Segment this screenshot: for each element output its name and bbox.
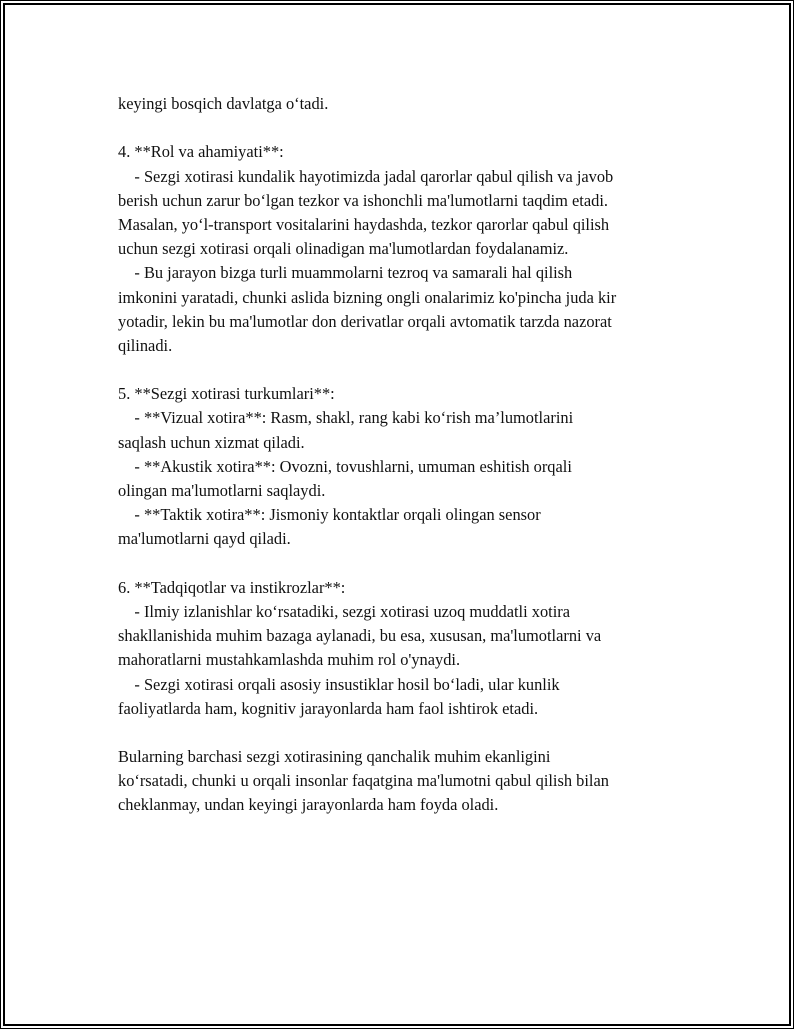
paragraph-spacer [118,552,698,576]
text-line: ma'lumotlarni qayd qiladi. [118,529,291,549]
text-line: 5. **Sezgi xotirasi turkumlari**: [118,384,335,404]
text-line: keyingi bosqich davlatga o‘tadi. [118,94,329,113]
paragraph-spacer [118,721,698,745]
text-line: ko‘rsatadi, chunki u orqali insonlar faqatgina ma'lumotni qabul qilish bilan [118,771,609,791]
text-line: - **Taktik xotira**: Jismoniy kontaktlar orqali olingan sensor [118,505,541,525]
text-line: uchun sezgi xotirasi orqali olinadigan ma'lumotlardan foydalanamiz. [118,239,569,259]
text-line: - **Akustik xotira**: Ovozni, tovushlarni, umuman eshitish orqali [118,456,572,476]
paragraph-spacer [118,358,698,382]
paragraph-spacer [118,116,698,140]
text-line: - **Vizual xotira**: Rasm, shakl, rang kabi ko‘rish ma’lumotlarini [118,408,574,428]
text-line: imkonini yaratadi, chunki aslida bizning ongli onalarimiz ko'pincha juda kir [118,287,617,307]
text-line: qilinadi. [118,335,173,355]
text-line: - Ilmiy izlanishlar ko‘rsatadiki, sezgi xotirasi uzoq muddatli xotira [118,601,570,621]
text-line: Bularning barchasi sezgi xotirasining qanchalik muhim ekanligini [118,747,551,767]
text-line: - Sezgi xotirasi orqali asosiy insustiklar hosil bo‘ladi, ular kunlik [118,674,560,694]
text-line: 4. **Rol va ahamiyati**: [118,142,284,162]
text-line: shakllanishida muhim bazaga aylanadi, bu esa, xususan, ma'lumotlarni va [118,626,602,646]
text-line: saqlash uchun xizmat qiladi. [118,432,305,452]
text-line: faoliyatlarda ham, kognitiv jarayonlarda ham faol ishtirok etadi. [118,698,539,718]
text-line: - Bu jarayon bizga turli muammolarni tezroq va samarali hal qilish [118,263,573,283]
text-line: yotadir, lekin bu ma'lumotlar don derivatlar orqali avtomatik tarzda nazorat [118,311,612,331]
document-body [118,92,698,818]
text-line: - Sezgi xotirasi kundalik hayotimizda jadal qarorlar qabul qilish va javob [118,166,614,186]
text-line: Masalan, yo‘l-transport vositalarini haydashda, tezkor qarorlar qabul qilish [118,214,610,234]
text-line: cheklanmay, undan keyingi jarayonlarda ham foyda oladi. [118,795,499,815]
text-line: mahoratlarni mustahkamlashda muhim rol o'ynaydi. [118,650,461,670]
text-line: 6. **Tadqiqotlar va instikrozlar**: [118,577,346,597]
text-line: olingan ma'lumotlarni saqlaydi. [118,481,326,500]
text-line: berish uchun zarur bo‘lgan tezkor va ishonchli ma'lumotlarni taqdim etadi. [118,190,608,210]
